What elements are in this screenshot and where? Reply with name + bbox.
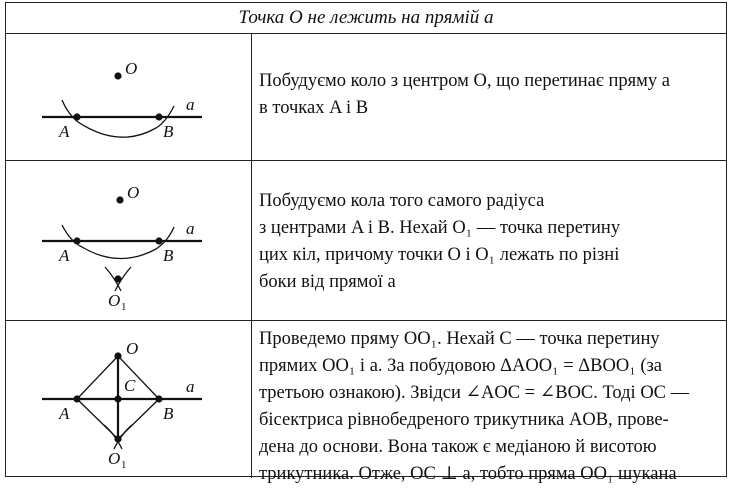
label-A: A <box>59 122 70 141</box>
text-line: прямих OO₁ і a. За побудовою ΔAOO₁ = ΔBOO₁ (за <box>259 356 662 376</box>
point-B <box>155 395 162 402</box>
text-line: в точках A і B <box>259 98 369 118</box>
label-a: a <box>186 95 195 114</box>
table-row <box>6 34 726 161</box>
label-B: B <box>163 246 174 265</box>
step-1-text <box>259 68 720 122</box>
label-a: a <box>186 377 195 396</box>
table-header: Точка O не лежить на прямій a <box>6 3 726 34</box>
construction-diagram-1 <box>6 34 252 161</box>
label-O: O <box>127 183 140 202</box>
label-O1: O <box>108 291 121 310</box>
label-O1-subscript: 1 <box>121 301 127 313</box>
point-C <box>114 395 121 402</box>
segment-OA <box>77 356 118 399</box>
figure-step-3 <box>6 321 252 478</box>
text-line: трикутника. Отже, OC ⊥ a, тобто пряма OO₁ шукана <box>259 464 677 484</box>
figure-step-1 <box>6 34 252 160</box>
point-A <box>73 395 80 402</box>
point-O1 <box>114 275 121 282</box>
text-line: Побудуємо коло з центром O, що перетинає пряму a <box>259 71 670 91</box>
figure-step-2 <box>6 161 252 320</box>
step-3-text <box>259 326 720 488</box>
label-a: a <box>186 219 195 238</box>
text-line: боки від прямої a <box>259 272 396 292</box>
label-O: O <box>125 59 138 78</box>
label-C: C <box>124 376 136 395</box>
point-O1 <box>114 435 121 442</box>
point-B <box>155 237 162 244</box>
point-O <box>114 352 121 359</box>
text-line: дена до основи. Вона також є медіаною й висотою <box>259 437 657 457</box>
text-line: бісектриса рівнобедреного трикутника AOB, прове- <box>259 410 669 430</box>
step-2-text <box>259 188 720 296</box>
point-B <box>155 113 162 120</box>
construction-diagram-3 <box>6 321 252 478</box>
label-B: B <box>163 404 174 423</box>
label-A: A <box>59 404 70 423</box>
point-O <box>116 196 123 203</box>
text-line: Проведемо пряму OO₁. Нехай C — точка перетину <box>259 329 660 349</box>
table-row <box>6 321 726 484</box>
table-row <box>6 161 726 321</box>
label-O1: O <box>108 449 121 468</box>
text-line: цих кіл, причому точки O і O₁ лежать по різні <box>259 245 620 265</box>
point-O <box>114 72 121 79</box>
label-O1-subscript: 1 <box>121 459 127 471</box>
label-O: O <box>126 339 139 358</box>
text-line: з центрами A і B. Нехай O₁ — точка перетину <box>259 218 621 238</box>
point-A <box>73 237 80 244</box>
label-B: B <box>163 122 174 141</box>
label-A: A <box>59 246 70 265</box>
text-line: Побудуємо кола того самого радіуса <box>259 191 545 211</box>
construction-table <box>5 2 727 484</box>
point-A <box>73 113 80 120</box>
construction-diagram-2 <box>6 161 252 321</box>
text-line: третьою ознакою). Звідси ∠AOC = ∠BOC. Тоді OC — <box>259 383 690 403</box>
